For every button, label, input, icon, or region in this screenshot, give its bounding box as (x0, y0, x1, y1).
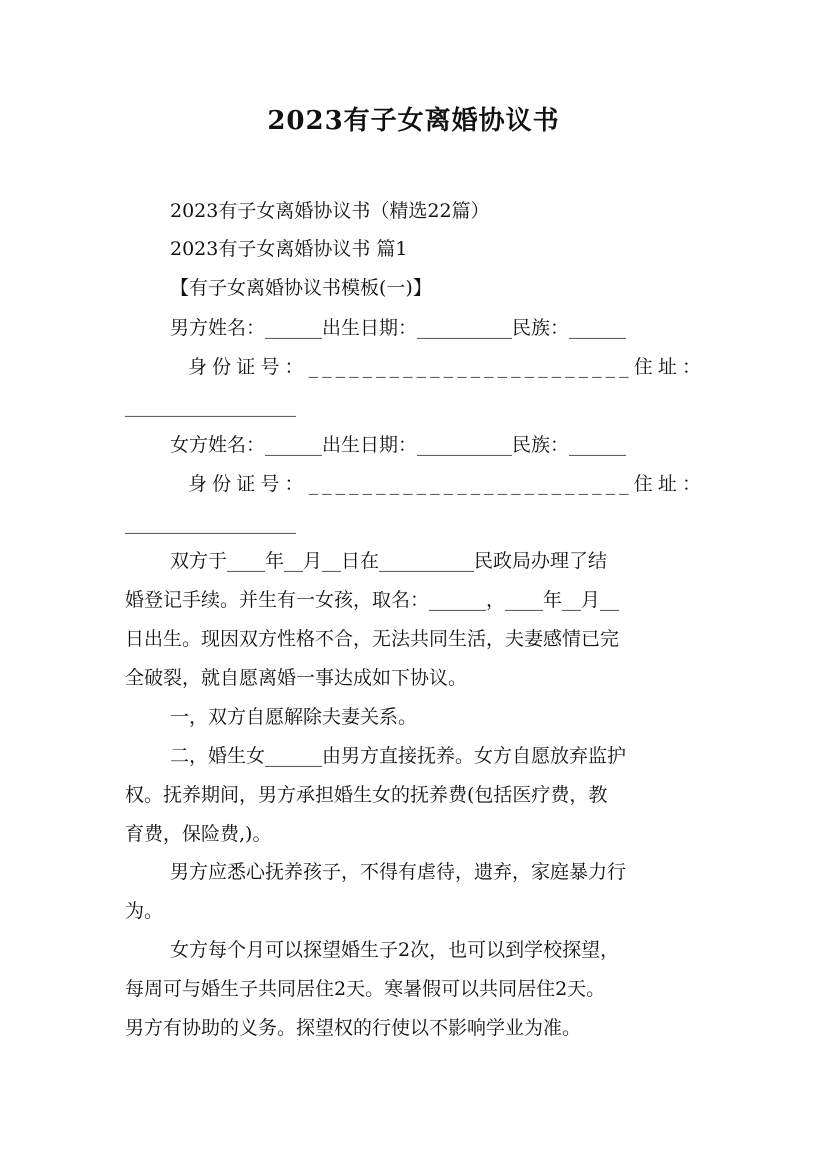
clause-two-line: 权。抚养期间，男方承担婚生女的抚养费(包括医疗费，教 (125, 784, 608, 806)
female-address-line: __________________ (125, 512, 296, 534)
paragraph-line: 全破裂，就自愿离婚一事达成如下协议。 (125, 667, 468, 689)
paragraph-line: 为。 (125, 900, 164, 922)
male-address-line: __________________ (125, 395, 296, 417)
paragraph-line: 双方于____年__月__日在__________民政局办理了结 (170, 550, 608, 572)
paragraph-line: 婚登记手续。并生有一女孩，取名：______，____年__月__ (125, 589, 620, 611)
clause-one: 一，双方自愿解除夫妻关系。 (170, 706, 418, 728)
subtitle-line: 2023有子女离婚协议书（精选22篇） (170, 200, 490, 222)
paragraph-line: 每周可与婚生子共同居住2天。寒暑假可以共同居住2天。 (125, 978, 606, 1000)
male-info-line: 男方姓名：______出生日期：__________民族：______ (170, 317, 627, 339)
paragraph-line: 女方每个月可以探望婚生子2次，也可以到学校探望， (170, 939, 620, 961)
female-info-line: 女方姓名：______出生日期：__________民族：______ (170, 434, 627, 456)
paragraph-line: 男方有协助的义务。探望权的行使以不影响学业为准。 (125, 1017, 582, 1039)
document-title: 2023有子女离婚协议书 (267, 106, 560, 136)
clause-two-line: 育费，保险费,)。 (125, 823, 272, 845)
section-heading: 2023有子女离婚协议书 篇1 (170, 238, 408, 260)
female-id-line: 身份证号：________________________住址： (188, 473, 705, 495)
template-heading: 【有子女离婚协议书模板(一)】 (170, 277, 432, 299)
clause-two-line: 二，婚生女______由男方直接抚养。女方自愿放弃监护 (170, 745, 627, 767)
male-id-line: 身份证号：________________________住址： (188, 356, 705, 378)
paragraph-line: 男方应悉心抚养孩子，不得有虐待，遗弃，家庭暴力行 (170, 861, 627, 883)
paragraph-line: 日出生。现因双方性格不合，无法共同生活，夫妻感情已完 (125, 628, 620, 650)
